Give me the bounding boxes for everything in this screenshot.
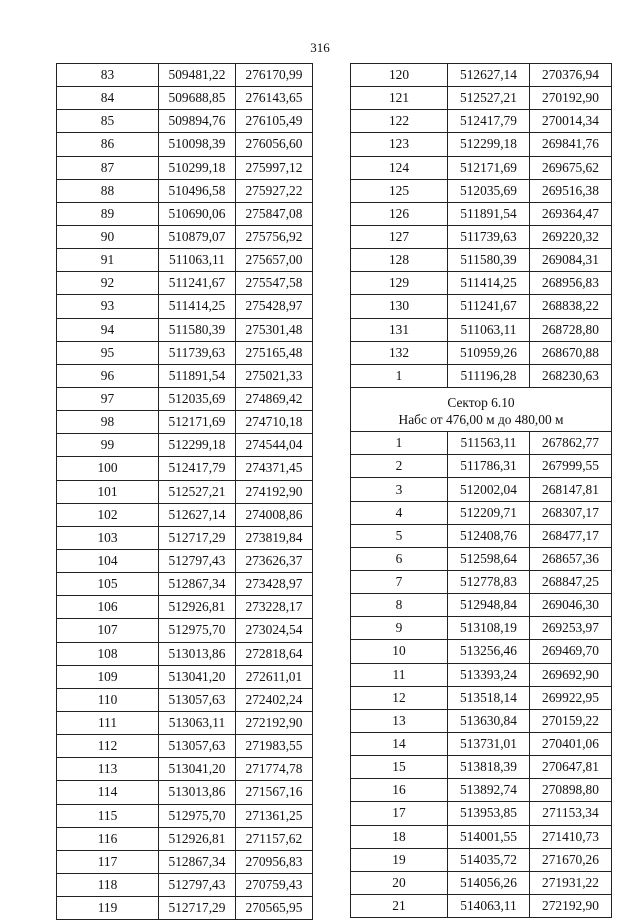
y-coordinate-cell: 276143,65	[236, 87, 313, 110]
table-row	[351, 709, 612, 732]
point-number-cell: 116	[57, 827, 159, 850]
table-row	[57, 850, 313, 873]
table-row	[351, 272, 612, 295]
x-coordinate-cell: 512299,18	[448, 133, 530, 156]
x-coordinate-cell: 512417,79	[159, 457, 236, 480]
point-number-cell: 125	[351, 179, 448, 202]
coordinates-table-left	[56, 63, 313, 920]
x-coordinate-cell: 511891,54	[159, 364, 236, 387]
y-coordinate-cell: 268307,17	[530, 501, 612, 524]
point-number-cell: 123	[351, 133, 448, 156]
x-coordinate-cell: 512797,43	[159, 873, 236, 896]
table-row	[351, 87, 612, 110]
table-row	[351, 686, 612, 709]
y-coordinate-cell: 270192,90	[530, 87, 612, 110]
y-coordinate-cell: 273428,97	[236, 573, 313, 596]
table-row	[351, 318, 612, 341]
point-number-cell: 107	[57, 619, 159, 642]
y-coordinate-cell: 276105,49	[236, 110, 313, 133]
x-coordinate-cell: 512778,83	[448, 571, 530, 594]
point-number-cell: 6	[351, 547, 448, 570]
point-number-cell: 83	[57, 64, 159, 87]
point-number-cell: 119	[57, 897, 159, 920]
y-coordinate-cell: 267862,77	[530, 432, 612, 455]
point-number-cell: 110	[57, 688, 159, 711]
point-number-cell: 122	[351, 110, 448, 133]
point-number-cell: 131	[351, 318, 448, 341]
point-number-cell: 8	[351, 594, 448, 617]
point-number-cell: 129	[351, 272, 448, 295]
point-number-cell: 124	[351, 156, 448, 179]
table-row	[351, 478, 612, 501]
point-number-cell: 121	[351, 87, 448, 110]
table-row	[57, 411, 313, 434]
y-coordinate-cell: 275847,08	[236, 202, 313, 225]
y-coordinate-cell: 269841,76	[530, 133, 612, 156]
point-number-cell: 92	[57, 272, 159, 295]
table-row	[351, 617, 612, 640]
y-coordinate-cell: 276056,60	[236, 133, 313, 156]
x-coordinate-cell: 511196,28	[448, 364, 530, 387]
point-number-cell: 113	[57, 758, 159, 781]
x-coordinate-cell: 512209,71	[448, 501, 530, 524]
table-row	[351, 547, 612, 570]
page-number: 316	[310, 40, 330, 55]
x-coordinate-cell: 512035,69	[159, 387, 236, 410]
y-coordinate-cell: 275428,97	[236, 295, 313, 318]
x-coordinate-cell: 513013,86	[159, 642, 236, 665]
point-number-cell: 5	[351, 524, 448, 547]
table-row	[57, 573, 313, 596]
x-coordinate-cell: 510496,58	[159, 179, 236, 202]
y-coordinate-cell: 272818,64	[236, 642, 313, 665]
table-row	[57, 897, 313, 920]
x-coordinate-cell: 511414,25	[159, 295, 236, 318]
point-number-cell: 118	[57, 873, 159, 896]
point-number-cell: 18	[351, 825, 448, 848]
x-coordinate-cell: 513818,39	[448, 756, 530, 779]
y-coordinate-cell: 271153,34	[530, 802, 612, 825]
y-coordinate-cell: 270565,95	[236, 897, 313, 920]
table-row	[351, 524, 612, 547]
table-row	[351, 455, 612, 478]
y-coordinate-cell: 269922,95	[530, 686, 612, 709]
point-number-cell: 91	[57, 249, 159, 272]
sector-subtitle: Набс от 476,00 м до 480,00 м	[398, 411, 564, 427]
y-coordinate-cell: 271157,62	[236, 827, 313, 850]
table-row	[57, 873, 313, 896]
y-coordinate-cell: 275997,12	[236, 156, 313, 179]
table-row	[57, 758, 313, 781]
table-row	[351, 133, 612, 156]
y-coordinate-cell: 275927,22	[236, 179, 313, 202]
y-coordinate-cell: 268147,81	[530, 478, 612, 501]
y-coordinate-cell: 268847,25	[530, 571, 612, 594]
table-row	[351, 732, 612, 755]
point-number-cell: 102	[57, 503, 159, 526]
x-coordinate-cell: 513041,20	[159, 665, 236, 688]
x-coordinate-cell: 511739,63	[159, 341, 236, 364]
x-coordinate-cell: 512527,21	[448, 87, 530, 110]
x-coordinate-cell: 512975,70	[159, 804, 236, 827]
y-coordinate-cell: 268838,22	[530, 295, 612, 318]
table-row	[57, 341, 313, 364]
y-coordinate-cell: 268956,83	[530, 272, 612, 295]
x-coordinate-cell: 509688,85	[159, 87, 236, 110]
y-coordinate-cell: 274710,18	[236, 411, 313, 434]
table-row	[351, 225, 612, 248]
y-coordinate-cell: 274371,45	[236, 457, 313, 480]
table-row	[351, 594, 612, 617]
x-coordinate-cell: 511563,11	[448, 432, 530, 455]
table-row	[351, 663, 612, 686]
table-row	[57, 827, 313, 850]
y-coordinate-cell: 274544,04	[236, 434, 313, 457]
table-row	[351, 179, 612, 202]
y-coordinate-cell: 270014,34	[530, 110, 612, 133]
table-row	[351, 894, 612, 917]
table-row	[57, 665, 313, 688]
point-number-cell: 9	[351, 617, 448, 640]
sector-header-row	[351, 387, 612, 431]
y-coordinate-cell: 269516,38	[530, 179, 612, 202]
y-coordinate-cell: 271983,55	[236, 735, 313, 758]
point-number-cell: 88	[57, 179, 159, 202]
coordinates-table-right	[350, 63, 612, 918]
point-number-cell: 21	[351, 894, 448, 917]
point-number-cell: 12	[351, 686, 448, 709]
table-row	[57, 272, 313, 295]
x-coordinate-cell: 511739,63	[448, 225, 530, 248]
point-number-cell: 100	[57, 457, 159, 480]
x-coordinate-cell: 510959,26	[448, 341, 530, 364]
table-row	[57, 110, 313, 133]
table-row	[57, 480, 313, 503]
point-number-cell: 126	[351, 202, 448, 225]
table-row	[351, 779, 612, 802]
y-coordinate-cell: 270647,81	[530, 756, 612, 779]
point-number-cell: 120	[351, 64, 448, 87]
x-coordinate-cell: 511063,11	[448, 318, 530, 341]
x-coordinate-cell: 512926,81	[159, 827, 236, 850]
point-number-cell: 13	[351, 709, 448, 732]
x-coordinate-cell: 512797,43	[159, 549, 236, 572]
point-number-cell: 114	[57, 781, 159, 804]
table-row	[57, 64, 313, 87]
x-coordinate-cell: 512299,18	[159, 434, 236, 457]
x-coordinate-cell: 513063,11	[159, 711, 236, 734]
y-coordinate-cell: 270159,22	[530, 709, 612, 732]
y-coordinate-cell: 269692,90	[530, 663, 612, 686]
y-coordinate-cell: 268230,63	[530, 364, 612, 387]
y-coordinate-cell: 274008,86	[236, 503, 313, 526]
point-number-cell: 90	[57, 225, 159, 248]
y-coordinate-cell: 270956,83	[236, 850, 313, 873]
point-number-cell: 3	[351, 478, 448, 501]
point-number-cell: 130	[351, 295, 448, 318]
x-coordinate-cell: 512717,29	[159, 526, 236, 549]
point-number-cell: 11	[351, 663, 448, 686]
x-coordinate-cell: 514001,55	[448, 825, 530, 848]
left-table-body	[57, 64, 313, 920]
point-number-cell: 7	[351, 571, 448, 594]
x-coordinate-cell: 511241,67	[159, 272, 236, 295]
point-number-cell: 112	[57, 735, 159, 758]
y-coordinate-cell: 271567,16	[236, 781, 313, 804]
point-number-cell: 103	[57, 526, 159, 549]
table-row	[351, 848, 612, 871]
y-coordinate-cell: 273819,84	[236, 526, 313, 549]
x-coordinate-cell: 513731,01	[448, 732, 530, 755]
table-row	[57, 526, 313, 549]
y-coordinate-cell: 275756,92	[236, 225, 313, 248]
table-row	[57, 549, 313, 572]
x-coordinate-cell: 512408,76	[448, 524, 530, 547]
point-number-cell: 115	[57, 804, 159, 827]
y-coordinate-cell: 272611,01	[236, 665, 313, 688]
x-coordinate-cell: 510879,07	[159, 225, 236, 248]
table-row	[351, 364, 612, 387]
x-coordinate-cell: 513953,85	[448, 802, 530, 825]
point-number-cell: 86	[57, 133, 159, 156]
table-row	[351, 156, 612, 179]
point-number-cell: 14	[351, 732, 448, 755]
table-row	[57, 202, 313, 225]
y-coordinate-cell: 269084,31	[530, 249, 612, 272]
x-coordinate-cell: 512975,70	[159, 619, 236, 642]
table-row	[351, 249, 612, 272]
y-coordinate-cell: 273626,37	[236, 549, 313, 572]
x-coordinate-cell: 512171,69	[448, 156, 530, 179]
y-coordinate-cell: 269364,47	[530, 202, 612, 225]
x-coordinate-cell: 511891,54	[448, 202, 530, 225]
x-coordinate-cell: 514035,72	[448, 848, 530, 871]
y-coordinate-cell: 267999,55	[530, 455, 612, 478]
x-coordinate-cell: 512171,69	[159, 411, 236, 434]
point-number-cell: 17	[351, 802, 448, 825]
x-coordinate-cell: 513393,24	[448, 663, 530, 686]
table-row	[351, 295, 612, 318]
y-coordinate-cell: 268728,80	[530, 318, 612, 341]
table-row	[57, 711, 313, 734]
x-coordinate-cell: 514063,11	[448, 894, 530, 917]
x-coordinate-cell: 512717,29	[159, 897, 236, 920]
x-coordinate-cell: 511580,39	[159, 318, 236, 341]
table-row	[351, 501, 612, 524]
y-coordinate-cell: 270376,94	[530, 64, 612, 87]
table-row	[351, 640, 612, 663]
point-number-cell: 97	[57, 387, 159, 410]
point-number-cell: 4	[351, 501, 448, 524]
x-coordinate-cell: 513518,14	[448, 686, 530, 709]
point-number-cell: 15	[351, 756, 448, 779]
x-coordinate-cell: 512598,64	[448, 547, 530, 570]
table-row	[57, 87, 313, 110]
y-coordinate-cell: 276170,99	[236, 64, 313, 87]
point-number-cell: 94	[57, 318, 159, 341]
point-number-cell: 89	[57, 202, 159, 225]
x-coordinate-cell: 509894,76	[159, 110, 236, 133]
x-coordinate-cell: 512948,84	[448, 594, 530, 617]
point-number-cell: 132	[351, 341, 448, 364]
point-number-cell: 108	[57, 642, 159, 665]
x-coordinate-cell: 513057,63	[159, 688, 236, 711]
point-number-cell: 93	[57, 295, 159, 318]
point-number-cell: 106	[57, 596, 159, 619]
table-row	[57, 249, 313, 272]
table-row	[351, 202, 612, 225]
y-coordinate-cell: 268657,36	[530, 547, 612, 570]
y-coordinate-cell: 272402,24	[236, 688, 313, 711]
sector-title: Сектор 6.10	[447, 394, 515, 410]
table-row	[57, 457, 313, 480]
point-number-cell: 104	[57, 549, 159, 572]
x-coordinate-cell: 513108,19	[448, 617, 530, 640]
point-number-cell: 99	[57, 434, 159, 457]
table-row	[57, 642, 313, 665]
y-coordinate-cell: 271931,22	[530, 871, 612, 894]
x-coordinate-cell: 513256,46	[448, 640, 530, 663]
table-row	[57, 156, 313, 179]
x-coordinate-cell: 509481,22	[159, 64, 236, 87]
point-number-cell: 87	[57, 156, 159, 179]
table-row	[57, 225, 313, 248]
x-coordinate-cell: 513057,63	[159, 735, 236, 758]
x-coordinate-cell: 512002,04	[448, 478, 530, 501]
y-coordinate-cell: 275165,48	[236, 341, 313, 364]
table-row	[351, 871, 612, 894]
table-row	[57, 318, 313, 341]
point-number-cell: 117	[57, 850, 159, 873]
x-coordinate-cell: 514056,26	[448, 871, 530, 894]
table-row	[57, 503, 313, 526]
x-coordinate-cell: 512926,81	[159, 596, 236, 619]
y-coordinate-cell: 275021,33	[236, 364, 313, 387]
y-coordinate-cell: 269220,32	[530, 225, 612, 248]
point-number-cell: 20	[351, 871, 448, 894]
y-coordinate-cell: 275547,58	[236, 272, 313, 295]
x-coordinate-cell: 512627,14	[448, 64, 530, 87]
table-row	[57, 619, 313, 642]
x-coordinate-cell: 512417,79	[448, 110, 530, 133]
table-row	[57, 364, 313, 387]
y-coordinate-cell: 273228,17	[236, 596, 313, 619]
point-number-cell: 98	[57, 411, 159, 434]
y-coordinate-cell: 271410,73	[530, 825, 612, 848]
sector-header-cell	[351, 387, 612, 431]
y-coordinate-cell: 270898,80	[530, 779, 612, 802]
x-coordinate-cell: 510299,18	[159, 156, 236, 179]
y-coordinate-cell: 273024,54	[236, 619, 313, 642]
point-number-cell: 101	[57, 480, 159, 503]
table-row	[351, 432, 612, 455]
table-row	[57, 688, 313, 711]
table-row	[351, 825, 612, 848]
table-row	[57, 804, 313, 827]
point-number-cell: 16	[351, 779, 448, 802]
y-coordinate-cell: 269253,97	[530, 617, 612, 640]
x-coordinate-cell: 511786,31	[448, 455, 530, 478]
table-row	[57, 781, 313, 804]
point-number-cell: 105	[57, 573, 159, 596]
y-coordinate-cell: 269469,70	[530, 640, 612, 663]
x-coordinate-cell: 512527,21	[159, 480, 236, 503]
y-coordinate-cell: 270401,06	[530, 732, 612, 755]
table-row	[57, 596, 313, 619]
x-coordinate-cell: 513041,20	[159, 758, 236, 781]
point-number-cell: 1	[351, 364, 448, 387]
point-number-cell: 95	[57, 341, 159, 364]
point-number-cell: 84	[57, 87, 159, 110]
right-table-body	[351, 64, 612, 918]
x-coordinate-cell: 511063,11	[159, 249, 236, 272]
x-coordinate-cell: 512035,69	[448, 179, 530, 202]
y-coordinate-cell: 272192,90	[530, 894, 612, 917]
y-coordinate-cell: 271361,25	[236, 804, 313, 827]
table-row	[57, 295, 313, 318]
table-row	[351, 756, 612, 779]
y-coordinate-cell: 271774,78	[236, 758, 313, 781]
y-coordinate-cell: 275301,48	[236, 318, 313, 341]
point-number-cell: 1	[351, 432, 448, 455]
y-coordinate-cell: 268670,88	[530, 341, 612, 364]
table-row	[57, 735, 313, 758]
point-number-cell: 127	[351, 225, 448, 248]
y-coordinate-cell: 272192,90	[236, 711, 313, 734]
y-coordinate-cell: 274192,90	[236, 480, 313, 503]
table-row	[57, 387, 313, 410]
x-coordinate-cell: 512867,34	[159, 573, 236, 596]
point-number-cell: 19	[351, 848, 448, 871]
table-row	[57, 434, 313, 457]
x-coordinate-cell: 511580,39	[448, 249, 530, 272]
x-coordinate-cell: 510690,06	[159, 202, 236, 225]
table-row	[351, 64, 612, 87]
y-coordinate-cell: 275657,00	[236, 249, 313, 272]
point-number-cell: 109	[57, 665, 159, 688]
x-coordinate-cell: 513013,86	[159, 781, 236, 804]
point-number-cell: 111	[57, 711, 159, 734]
x-coordinate-cell: 513892,74	[448, 779, 530, 802]
point-number-cell: 96	[57, 364, 159, 387]
y-coordinate-cell: 269046,30	[530, 594, 612, 617]
x-coordinate-cell: 511241,67	[448, 295, 530, 318]
y-coordinate-cell: 274869,42	[236, 387, 313, 410]
y-coordinate-cell: 268477,17	[530, 524, 612, 547]
point-number-cell: 128	[351, 249, 448, 272]
table-row	[351, 802, 612, 825]
x-coordinate-cell: 511414,25	[448, 272, 530, 295]
y-coordinate-cell: 270759,43	[236, 873, 313, 896]
x-coordinate-cell: 510098,39	[159, 133, 236, 156]
y-coordinate-cell: 271670,26	[530, 848, 612, 871]
point-number-cell: 85	[57, 110, 159, 133]
table-row	[351, 571, 612, 594]
x-coordinate-cell: 513630,84	[448, 709, 530, 732]
x-coordinate-cell: 512867,34	[159, 850, 236, 873]
table-row	[57, 133, 313, 156]
table-row	[351, 110, 612, 133]
table-row	[351, 341, 612, 364]
y-coordinate-cell: 269675,62	[530, 156, 612, 179]
point-number-cell: 2	[351, 455, 448, 478]
table-row	[57, 179, 313, 202]
x-coordinate-cell: 512627,14	[159, 503, 236, 526]
point-number-cell: 10	[351, 640, 448, 663]
